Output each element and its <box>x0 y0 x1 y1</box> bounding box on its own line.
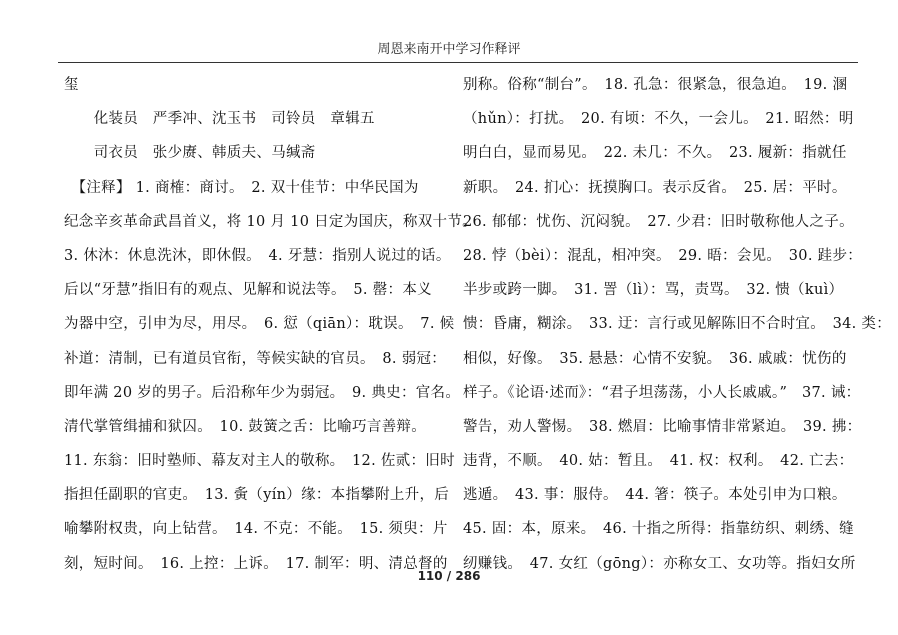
text-line: 半步或跨一脚。 31. 詈（lì）：骂，责骂。 32. 愦（kuì） <box>463 282 844 299</box>
text-line: 为器中空，引申为尽，用尽。 6. 愆（qiān）：耽误。 7. 候 <box>64 316 455 333</box>
text-line: 【注释】 1. 商榷：商讨。 2. 双十佳节：中华民国为 <box>64 179 419 196</box>
text-line: 即年满 20 岁的男子。后沿称年少为弱冠。 9. 典史：官名。 <box>64 384 461 401</box>
text-line: 愦：昏庸，糊涂。 33. 迂：言行或见解陈旧不合时宜。 34. 类： <box>463 316 892 333</box>
text-line: 别称。俗称“制台”。 18. 孔急：很紧急，很急迫。 19. 溷 <box>463 77 848 93</box>
text-line: 纪念辛亥革命武昌首义，将 10 月 10 日定为国庆，称双十节。 <box>64 213 477 230</box>
text-line: 26. 郁郁：忧伤、沉闷貌。 27. 少君：旧时敬称他人之子。 <box>463 213 854 230</box>
text-line: 逃遁。 43. 事：服侍。 44. 箸：筷子。本处引申为口粮。 <box>463 487 847 504</box>
text-line: 喻攀附权贵，向上钻营。 14. 不克：不能。 15. 须臾：片 <box>64 521 448 538</box>
text-line: 样子。《论语·述而》：“君子坦荡荡，小人长戚戚。” 37. 诫： <box>463 384 861 401</box>
text-line: 违背，不顺。 40. 姑：暂且。 41. 权：权利。 42. 亡去： <box>463 453 854 470</box>
header-rule <box>58 62 858 63</box>
text-line: 后以“牙慧”指旧有的观点、见解和说法等。 5. 罄：本义 <box>64 282 432 299</box>
text-line: 刻，短时间。 16. 上控：上诉。 17. 制军：明、清总督的 <box>64 555 448 572</box>
text-line: 纫赚钱。 47. 女红（gōng）：亦称女工、女功等。指妇女所 <box>463 555 856 572</box>
text-line: 3. 休沐：休息洗沐，即休假。 4. 牙慧：指别人说过的话。 <box>64 247 451 264</box>
page-number: 110 / 286 <box>417 569 481 583</box>
text-line: 11. 东翁：旧时塾师、幕友对主人的敬称。 12. 佐贰：旧时 <box>64 453 455 470</box>
text-line: 司衣员 张少赓、韩质夫、马缄斋 <box>64 145 316 162</box>
text-line: 28. 悖（bèi）：混乱，相冲突。 29. 晤：会见。 30. 跬步： <box>463 247 863 264</box>
text-line: 新职。 24. 扪心：抚摸胸口。表示反省。 25. 居：平时。 <box>463 179 847 196</box>
text-line: 明白白，显而易见。 22. 未几：不久。 23. 履新：指就任 <box>463 145 847 162</box>
text-line: 相似，好像。 35. 悬悬：心情不安貌。 36. 戚戚：忧伤的 <box>463 350 847 367</box>
text-line: 指担任副职的官吏。 13. 夤（yín）缘：本指攀附上升，后 <box>64 487 450 504</box>
text-line: 清代掌管缉捕和狱囚。 10. 鼓簧之舌：比喻巧言善辩。 <box>64 418 427 435</box>
right-column <box>463 74 892 587</box>
text-line: 化装员 严季冲、沈玉书 司铃员 章辑五 <box>64 111 375 128</box>
text-line: 警告，劝人警惕。 38. 燃眉：比喻事情非常紧迫。 39. 拂： <box>463 418 862 435</box>
text-line: 补道：清制，已有道员官衔，等候实缺的官员。 8. 弱冠： <box>64 350 447 367</box>
text-line: 45. 固：本，原来。 46. 十指之所得：指靠纺织、刺绣、缝 <box>463 521 854 538</box>
page-header: 周恩来南开中学习作释评 <box>377 42 521 57</box>
text-line: （hǔn）：打扰。 20. 有顷：不久，一会儿。 21. 昭然：明 <box>463 111 854 128</box>
text-line: 玺 <box>64 77 79 93</box>
